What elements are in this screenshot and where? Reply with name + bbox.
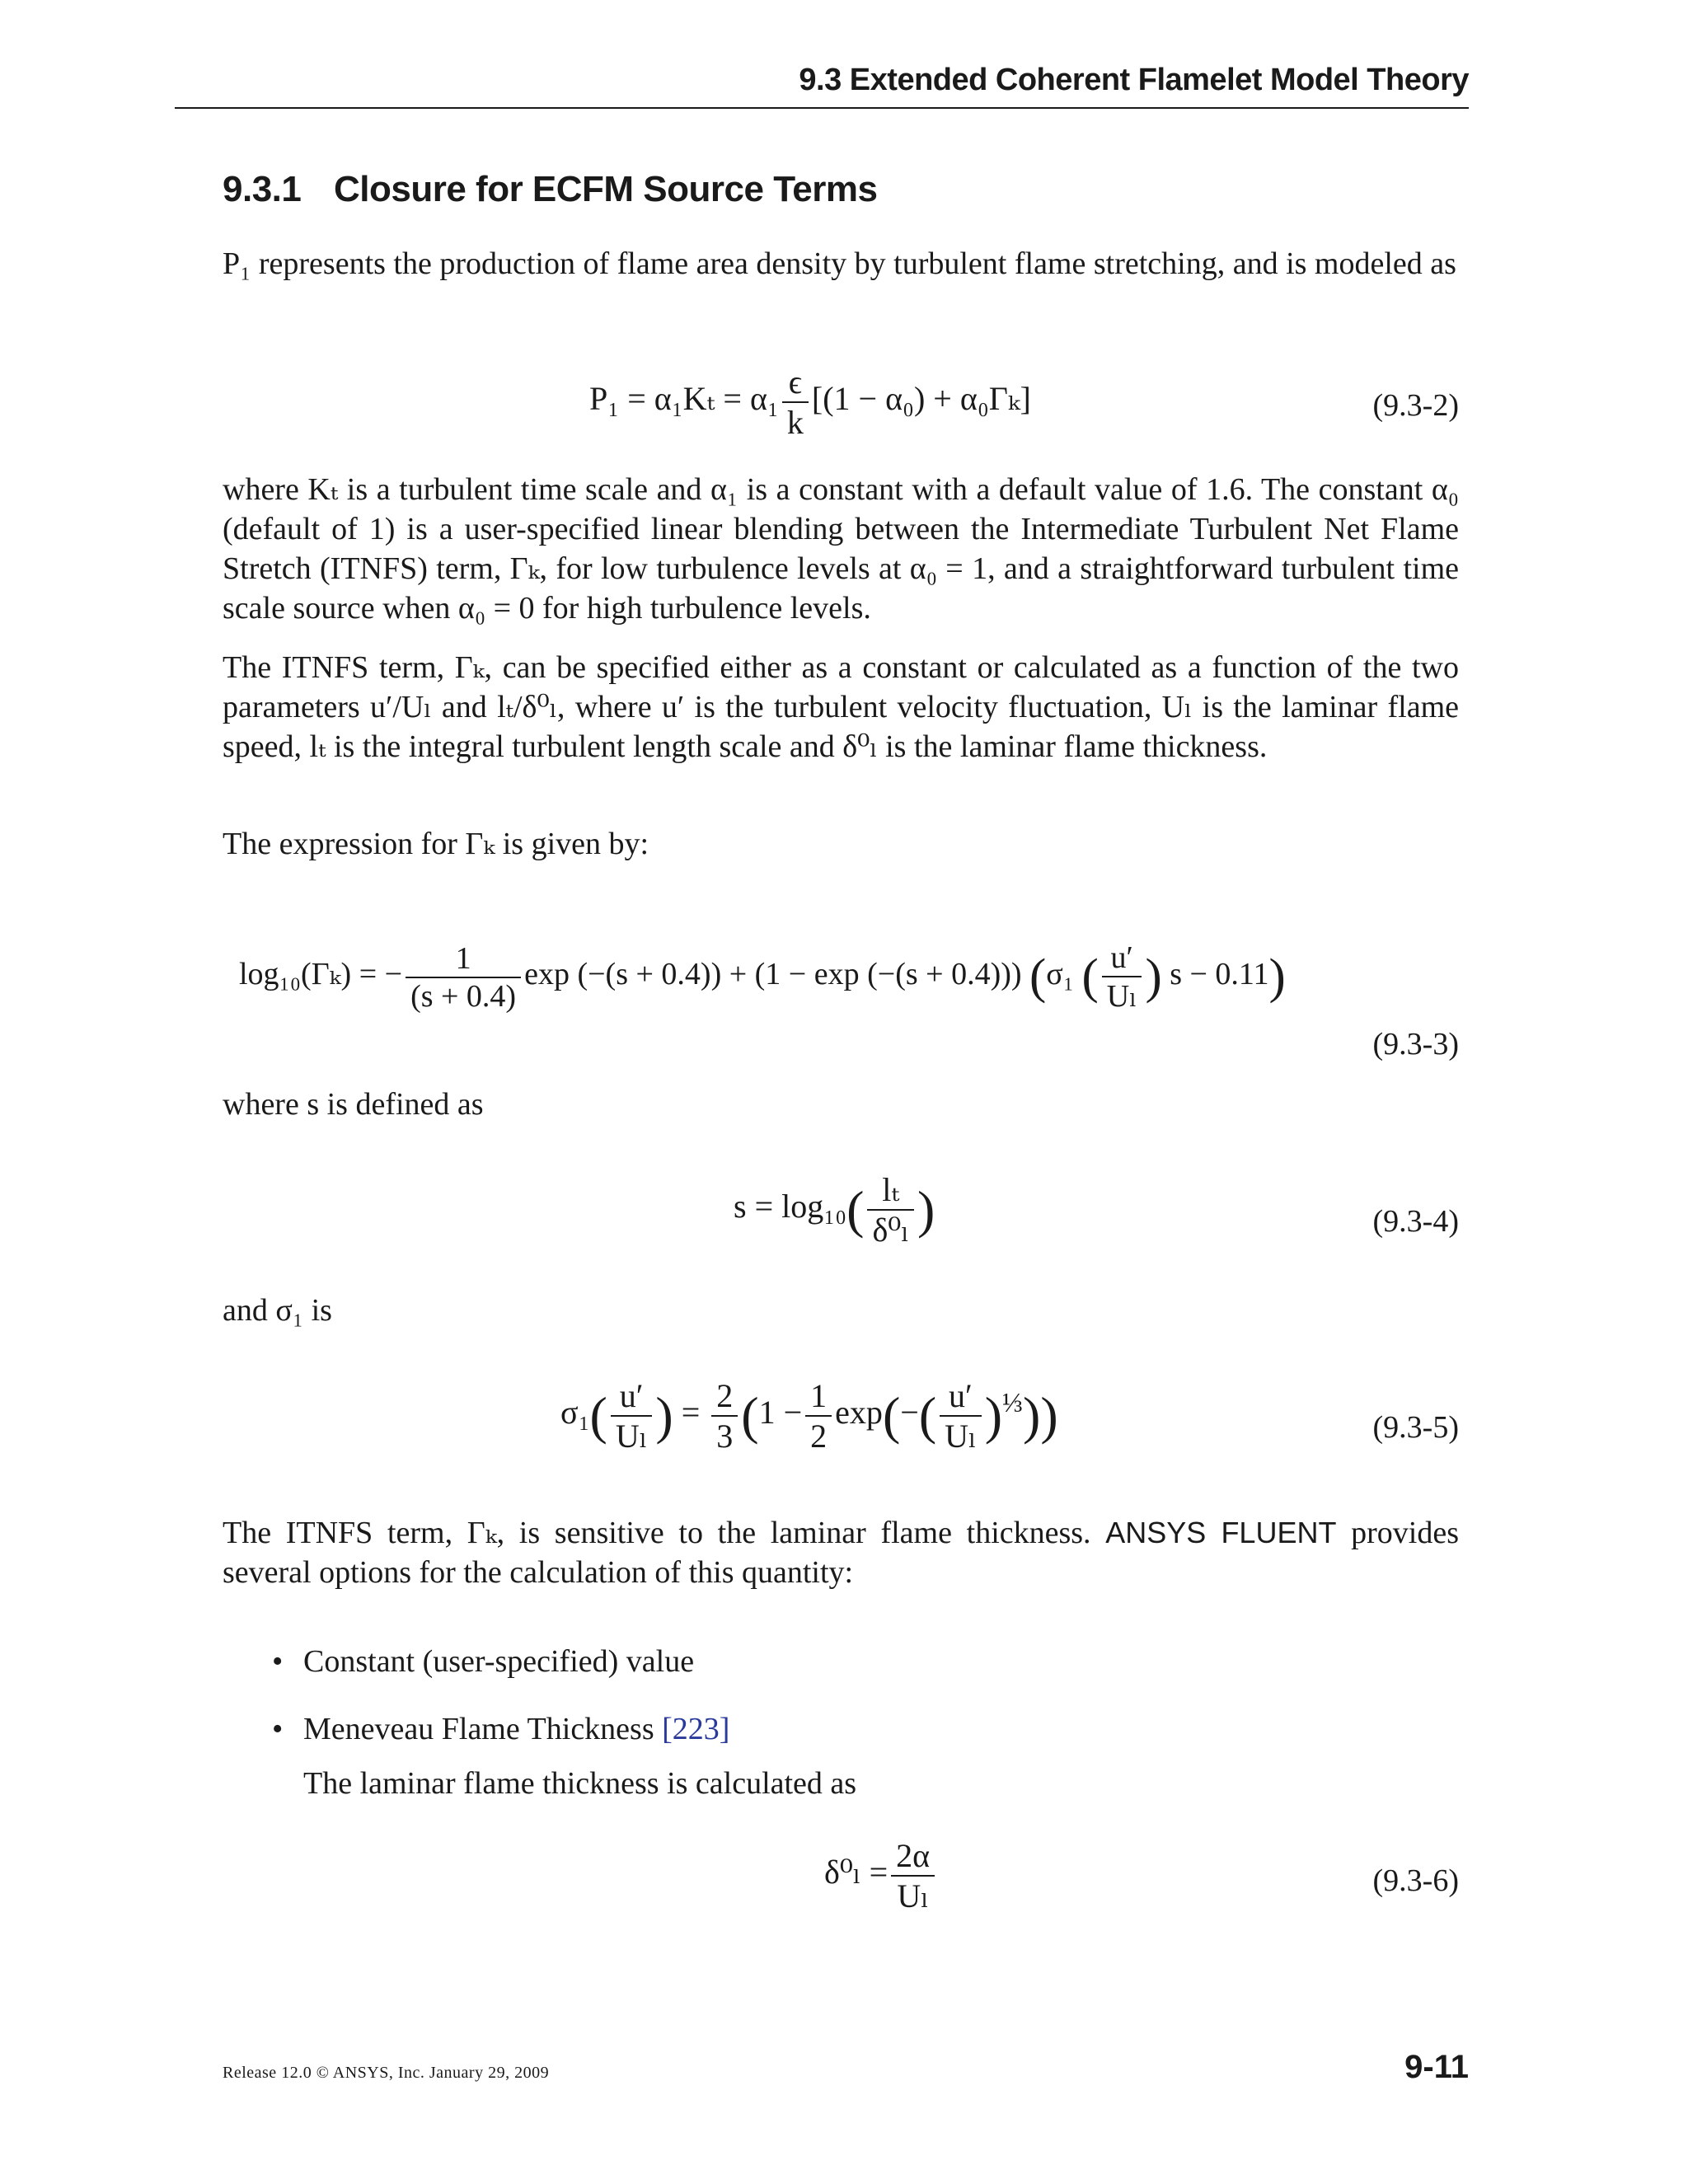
list-item — [272, 1711, 729, 1747]
eq5-sigma: σ₁ — [560, 1394, 590, 1432]
eq6-num: 2α — [891, 1836, 935, 1877]
equation-body: log₁₀(Γₖ) = − $\frac{1}{(s + 0.4)}$ exp (−(s + 0.4)) + (1 − exp (−(s + 0.4))) (σ₁ ( $\frac{u'}{\text{Uₗ}}$ ) s − 0.11) — [239, 940, 1286, 1014]
paragraph-p6: and σ₁ is — [223, 1293, 332, 1328]
equation-9-3-4 — [223, 1170, 1459, 1269]
paragraph-p4: The expression for Γₖ is given by: — [223, 827, 649, 861]
eq3-fraction — [406, 940, 521, 1015]
equation-number: (9.3-2) — [1372, 388, 1459, 423]
section-title: Closure for ECFM Source Terms — [334, 169, 878, 209]
eq3-sigma: σ₁ — [1046, 957, 1075, 992]
p7-text-c: provides several options for the calculation of this quantity: — [223, 1516, 1460, 1590]
running-title: 9.3 Extended Coherent Flamelet Model Theory — [799, 63, 1469, 97]
equation-body — [824, 1836, 938, 1915]
eq4-den: δ⁰ₗ — [872, 1212, 910, 1249]
equation-number: (9.3-5) — [1372, 1410, 1459, 1445]
eq5-uden: Uₗ — [615, 1418, 648, 1455]
paragraph-p1: P₁ represents the production of flame area density by turbulent flame stretching, and is modeled as — [223, 246, 1456, 281]
bullet-dot: • — [272, 1644, 284, 1679]
equation-number: (9.3-4) — [1372, 1204, 1459, 1239]
equation-body: σ₁( $\frac{u'}{\text{Uₗ}}$ ) = $\frac{2}{3}$ (1 − $\frac{1}{2}$ exp(−( $\frac{u'}{\text{Uₗ}}$ )$^{\frac{1}{3}}$)) — [560, 1377, 1058, 1455]
eq4-fraction — [867, 1170, 914, 1249]
paragraph-p5: where s is defined as — [223, 1087, 484, 1122]
equation-9-3-5 — [223, 1376, 1459, 1483]
section-number: 9.3.1 — [223, 169, 302, 209]
eq5-minus: − — [900, 1394, 919, 1432]
eq3-num: 1 — [406, 940, 521, 978]
equation-number: (9.3-3) — [1372, 1027, 1459, 1062]
running-header — [175, 51, 1469, 109]
eq5-one-minus: 1 − — [758, 1394, 803, 1432]
eq5-power: ⅓ — [1002, 1387, 1024, 1418]
citation-link[interactable]: [223] — [662, 1712, 730, 1746]
eq5-uden2: Uₗ — [945, 1418, 977, 1455]
eq5-ratio — [611, 1376, 653, 1455]
paragraph-p2: where Kₜ is a turbulent time scale and α₁ is a constant with a default value of 1.6. The constant α₀ (default of 1) is a user-specified linear blending between the Intermediate Turbulent Net Flame Stretch (ITNFS) term, Γₖ, for low turbulence levels at α₀ = 1, and a straightforward turbulent time scale source when α₀ = 0 for high turbulence levels. — [223, 472, 1459, 626]
eq2-lhs: P₁ = α₁Kₜ = α₁ — [589, 380, 779, 418]
eq3-mid: exp (−(s + 0.4)) + (1 − exp (−(s + 0.4))) — [524, 957, 1022, 992]
eq5-exp: exp — [835, 1394, 883, 1432]
bullet-text: Constant (user-specified) value — [303, 1644, 695, 1679]
eq5-unum: u′ — [611, 1376, 653, 1417]
eq5-ratio-inner — [940, 1376, 982, 1455]
paragraph-p3: The ITNFS term, Γₖ, can be specified either as a constant or calculated as a function of the two parameters u′/Uₗ and lₜ/δ⁰ₗ, where u′ is the turbulent velocity fluctuation, Uₗ is the laminar flame speed, lₜ is the integral turbulent length scale and δ⁰ₗ is the laminar flame thickness. — [223, 650, 1459, 764]
product-name: ANSYS FLUENT — [1105, 1516, 1337, 1549]
eq3-lhs: log₁₀(Γₖ) = − — [239, 957, 403, 992]
eq2-den: k — [786, 404, 804, 441]
section-heading — [223, 169, 1459, 210]
equation-9-3-6 — [223, 1836, 1459, 1927]
eq5-equals: = — [681, 1394, 701, 1432]
bullet-dot: • — [272, 1712, 284, 1746]
eq6-fraction — [891, 1836, 935, 1915]
bullet-text: Meneveau Flame Thickness — [303, 1712, 654, 1746]
p7-text-a: The ITNFS term, Γₖ, is sensitive to the laminar flame thickness. — [223, 1516, 1091, 1550]
eq5-n12: 1 — [805, 1376, 832, 1417]
eq6-den: Uₗ — [897, 1877, 929, 1915]
equation-9-3-3 — [223, 940, 1459, 1063]
page-number: 9-11 — [1404, 2049, 1469, 2085]
eq2-fraction — [782, 363, 809, 442]
paragraph-p8: The laminar flame thickness is calculated as — [303, 1766, 857, 1801]
eq5-n23: 2 — [711, 1376, 738, 1417]
paragraph-p7 — [223, 1513, 1459, 1592]
eq5-unum2: u′ — [940, 1376, 982, 1417]
eq3-tail: s − 0.11 — [1170, 957, 1269, 992]
eq5-one-half — [805, 1376, 832, 1455]
eq4-num: lₜ — [867, 1170, 914, 1211]
eq4-lhs: s = log₁₀ — [734, 1188, 847, 1226]
eq3-den: (s + 0.4) — [410, 978, 517, 1014]
eq5-d12: 2 — [810, 1418, 828, 1455]
eq3-unum: u′ — [1102, 940, 1142, 977]
list-item — [272, 1643, 694, 1680]
equation-body — [589, 363, 1031, 442]
eq3-uden: Uₗ — [1106, 979, 1137, 1014]
eq3-ratio — [1102, 940, 1142, 1015]
equation-9-3-2 — [223, 363, 1459, 441]
equation-number: (9.3-6) — [1372, 1863, 1459, 1898]
equation-body: s = log₁₀( $\frac{\text{lₜ}}{\text{δ⁰ₗ}}$ ) — [734, 1171, 935, 1249]
eq2-num: ϵ — [782, 363, 809, 403]
eq2-rhs: [(1 − α₀) + α₀Γₖ] — [811, 380, 1031, 418]
eq5-d23: 3 — [716, 1418, 734, 1455]
footer-release: Release 12.0 © ANSYS, Inc. January 29, 2009 — [223, 2064, 550, 2082]
eq6-lhs: δ⁰ₗ = — [824, 1854, 889, 1891]
eq5-two-thirds — [711, 1376, 738, 1455]
